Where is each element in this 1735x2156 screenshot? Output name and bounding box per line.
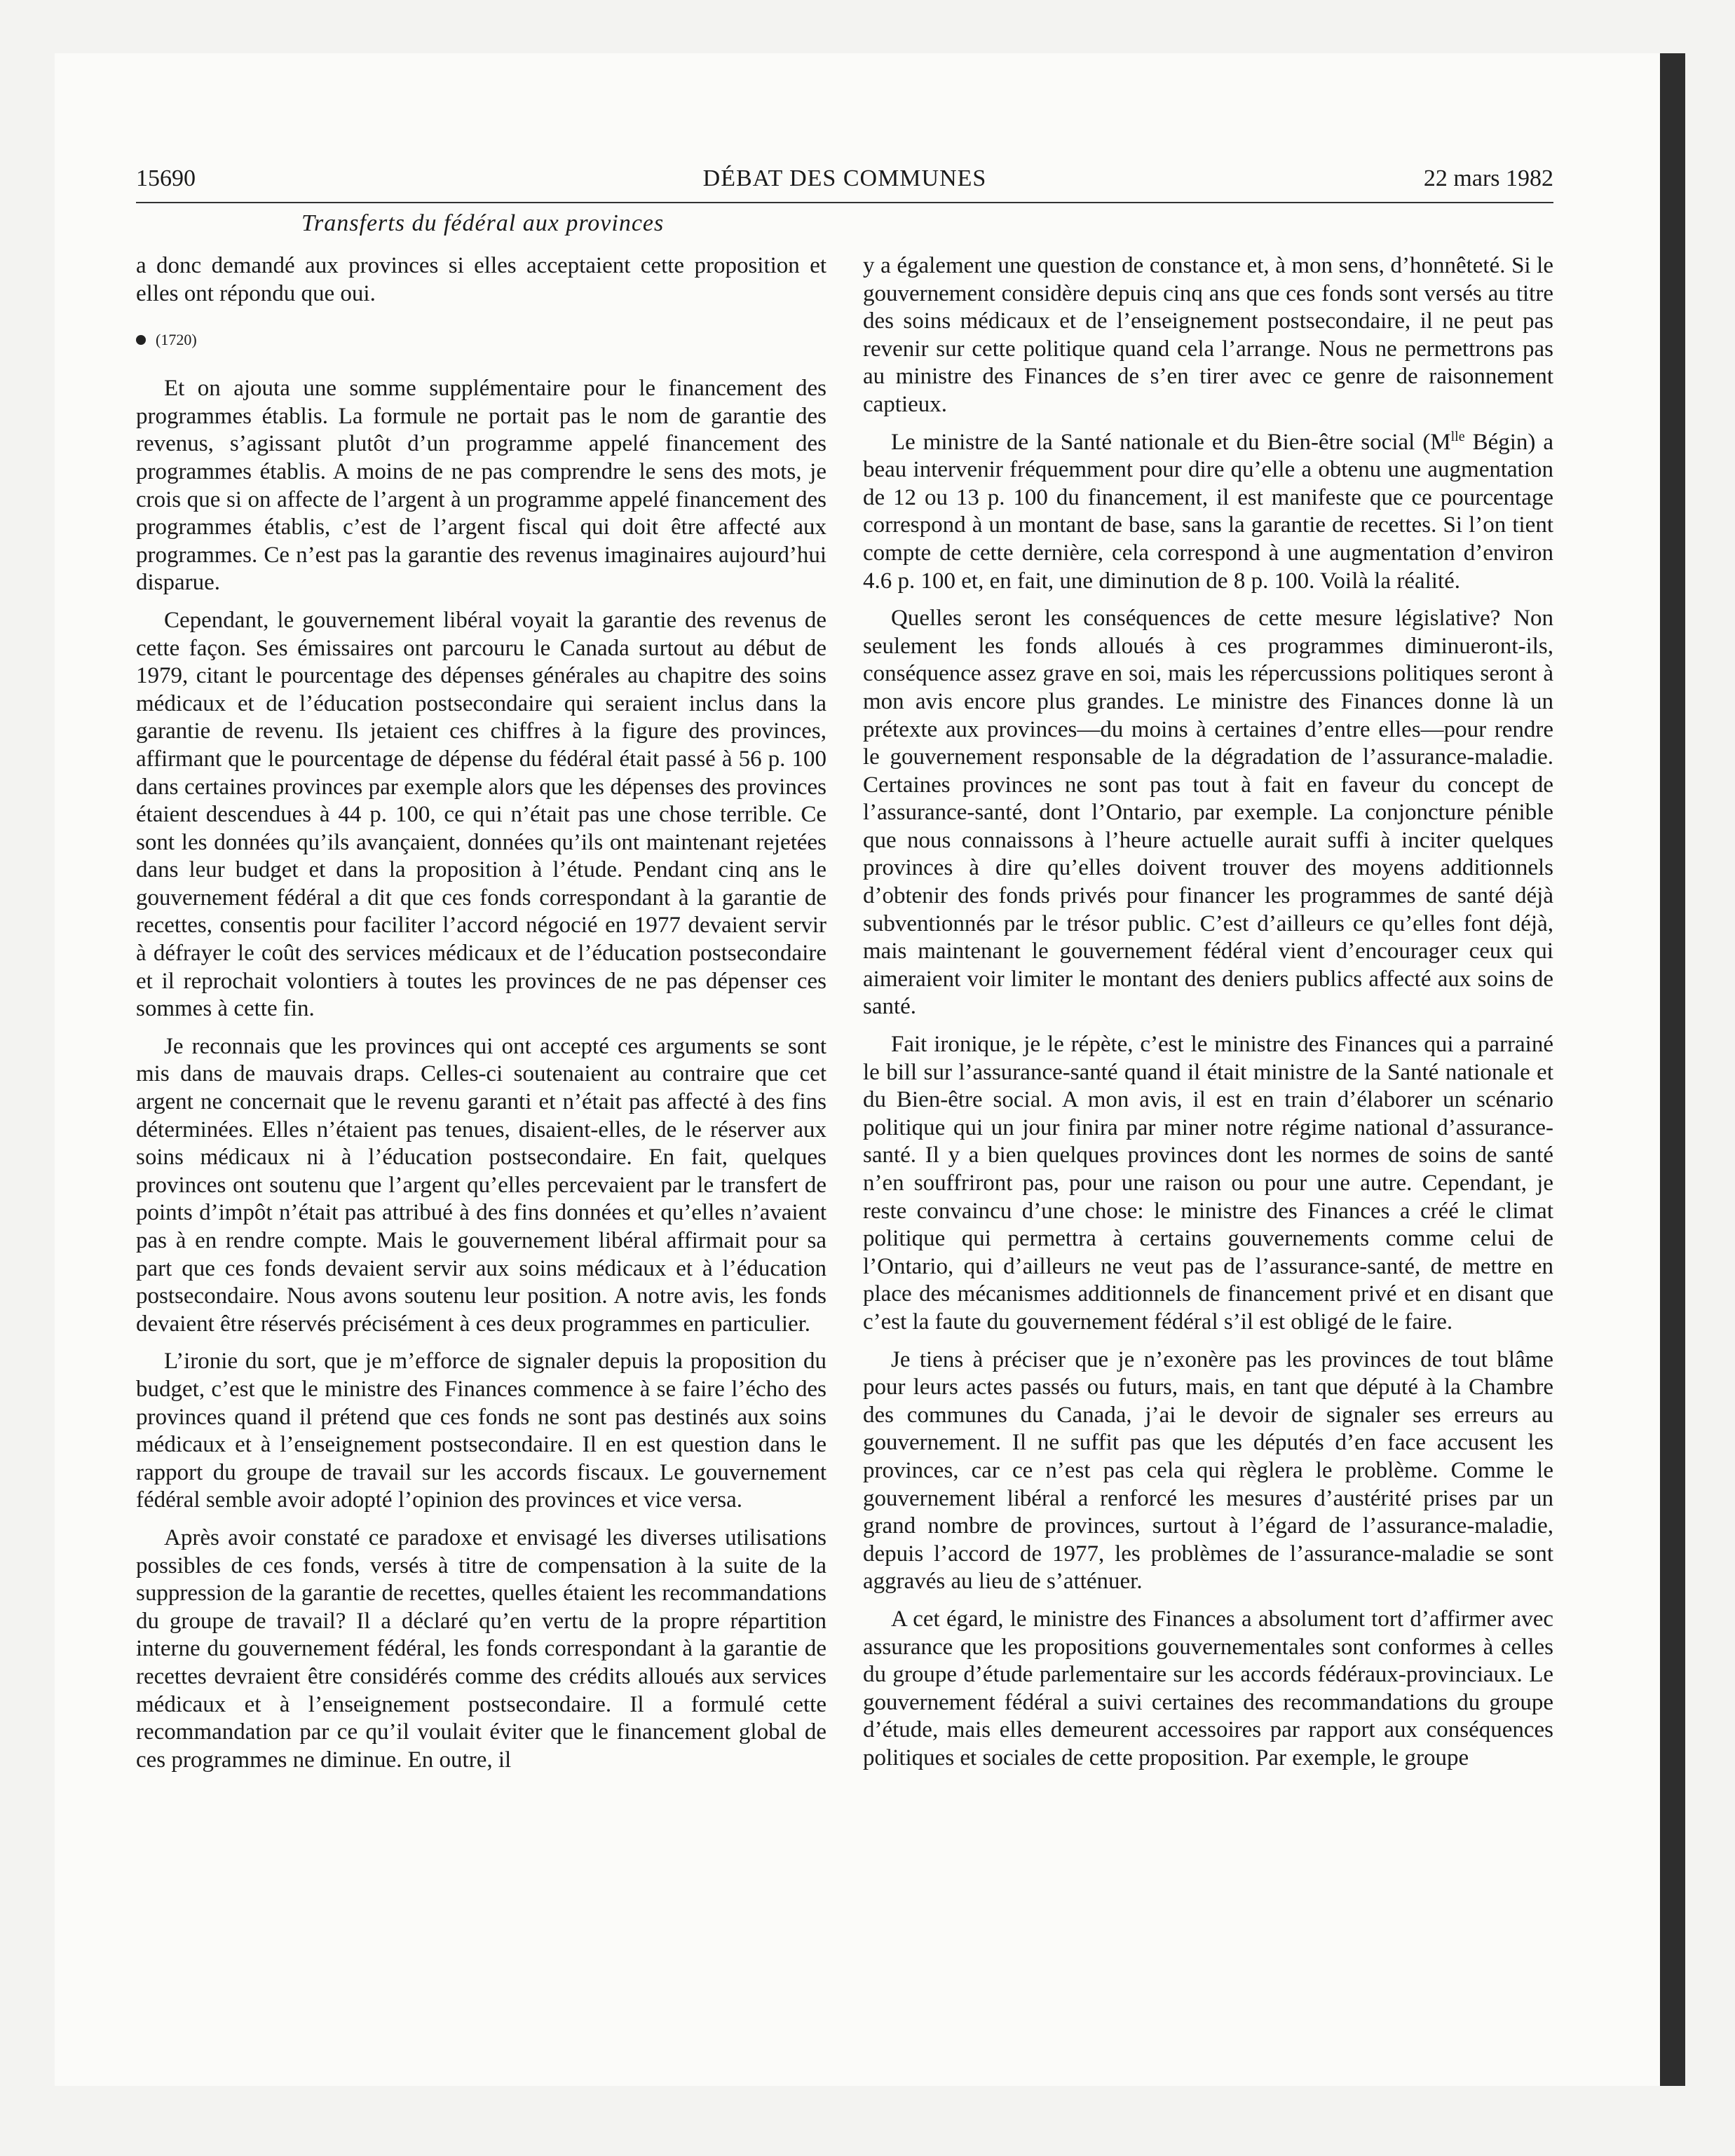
paragraph: [863, 429, 1553, 596]
paragraph: Fait ironique, je le répète, c’est le ministre des Finances qui a parrainé le bill sur l’assurance-santé quand il était ministre de la Santé nationale et du Bien-être social. A mon avis, il est en train d’élaborer un scénario politique qui un jour finira par miner notre régime national d’assurance-santé. Il y a bien quelques provinces dont les normes de soins de santé n’en souffriront pas, pour une raison ou pour une autre. Cependant, je reste convaincu d’une chose: le ministre des Finances a créé le climat politique qui permettra à certains gouvernements comme celui de l’Ontario, qui d’ailleurs ne veut pas de l’assurance-santé, de mettre en place des mécanismes additionnels de financement privé et en disant que c’est la faute du gouvernement fédéral s’il est obligé de le faire.: [863, 1032, 1553, 1335]
bullet-icon: [136, 335, 146, 345]
paragraph: Je tiens à préciser que je n’exonère pas les provinces de tout blâme pour leurs actes passés ou futurs, mais, en tant que député à la Chambre des communes du Canada, j’ai le devoir de signaler ses erreurs au gouvernement. Il ne suffit pas que les députés d’en face accusent les provinces, car ce n’est pas cela qui règlera le problème. Comme le gouvernement libéral a renforcé les mesures d’austérité prises par un grand nombre de provinces, surtout à l’égard de l’assurance-maladie, depuis l’accord de 1977, les problèmes de l’assurance-maladie se sont aggravés au lieu de s’atténuer.: [863, 1346, 1553, 1595]
paragraph: L’ironie du sort, que je m’efforce de signaler depuis la proposition du budget, c’est que le ministre des Finances commence à se faire l’écho des provinces quand il prétend que ces fonds ne sont pas destinés aux soins médicaux et à l’enseignement postsecondaire. Il en est question dans le rapport du groupe de travail sur les accords fiscaux. Le gouvernement fédéral semble avoir adopté l’opinion des provinces et vice versa.: [136, 1349, 826, 1513]
paragraph: Quelles seront les conséquences de cette mesure législative? Non seulement les fonds alloués à ces programmes diminueront-ils, conséquence assez grave en soi, mais les répercussions politiques seront à mon avis encore plus grandes. Le ministre des Finances donne là un prétexte aux provinces—du moins à certaines d’entre elles—pour rendre le gouvernement responsable de la dégradation de l’assurance-maladie. Certaines provinces ne sont pas tout à fait en faveur du concept de l’assurance-santé, dont l’Ontario, par exemple. La conjoncture pénible que nous connaissons à l’heure actuelle aurait suffi à inciter quelques provinces à dire qu’elles doivent trouver des moyens additionnels d’obtenir des fonds privés pour financer les programmes de santé déjà subventionnés par le trésor public. C’est d’ailleurs ce qu’elles font déjà, mais maintenant le gouvernement fédéral vient d’encourager ceux qui aimeraient voir limiter le montant des deniers publics affecté aux soins de santé.: [863, 606, 1553, 1020]
page-number: 15690: [136, 165, 196, 191]
page-header: [136, 163, 1553, 203]
paragraph: Et on ajouta une somme supplémentaire pour le financement des programmes établis. La formule ne portait pas le nom de garantie des revenus, s’agissant plutôt d’un programme appelé financement des programmes établis. A moins de ne pas comprendre le sens des mots, je crois que si on affecte de l’argent à un programme appelé financement des programmes établis, c’est de l’argent fiscal qui doit être affecté aux programmes. Ce n’est pas la garantie des revenus imaginaires aujourd’hui disparue.: [136, 376, 826, 596]
section-subheading: Transferts du fédéral aux provinces: [301, 210, 665, 236]
scan-edge: [1660, 53, 1685, 2086]
timestamp-marker: [136, 326, 826, 354]
paragraph: y a également une question de constance et, à mon sens, d’honnêteté. Si le gouvernement considère depuis cinq ans que ces fonds sont versés au titre des soins médicaux et de l’enseignement postsecondaire, il ne peut pas revenir sur cette politique quand cela l’arrange. Nous ne permettrons pas au ministre des Finances de s’en tirer avec ce genre de raisonnement captieux.: [863, 253, 1553, 417]
left-column: [136, 252, 826, 1774]
honorific-superscript: lle: [1450, 428, 1465, 444]
paragraph-text: Le ministre de la Santé nationale et du Bien-être social (M: [891, 429, 1451, 455]
timestamp: (1720): [156, 331, 197, 349]
paragraph: a donc demandé aux provinces si elles acceptaient cette proposition et elles ont répondu que oui.: [136, 253, 826, 306]
paragraph: Après avoir constaté ce paradoxe et envisagé les diverses utilisations possibles de ces fonds, versés à titre de compensation à la suite de la suppression de la garantie de recettes, quelles étaient les recommandations du groupe de travail? Il a déclaré qu’en vertu de la propre répartition interne du gouvernement fédéral, les fonds correspondant à la garantie de recettes devraient être considérés comme des crédits alloués aux services médicaux et à l’enseignement postsecondaire. Il a formulé cette recommandation par ce qu’il voulait éviter que le financement global de ces programmes ne diminue. En outre, il: [136, 1524, 826, 1773]
paragraph: Je reconnais que les provinces qui ont accepté ces arguments se sont mis dans de mauvais draps. Celles-ci soutenaient au contraire que cet argent ne concernait que le revenu garanti et n’était pas affecté à des fins déterminées. Elles n’étaient pas tenues, disaient-elles, de le réserver aux soins médicaux ni à l’éducation postsecondaire. En fait, quelques provinces ont soutenu que l’argent qu’elles percevaient par le transfert de points d’impôt n’était pas attribué à des fins données et qu’elles n’avaient pas à en rendre compte. Mais le gouvernement libéral affirmait pour sa part que ces fonds devaient servir aux soins médicaux et à l’éducation postsecondaire. Nous avons soutenu leur position. A notre avis, les fonds devaient être réservés précisément à ces deux programmes en particulier.: [136, 1033, 826, 1337]
right-column: [863, 252, 1553, 1772]
paragraph: A cet égard, le ministre des Finances a absolument tort d’affirmer avec assurance que les propositions gouvernementales sont conformes à celles du groupe d’étude parlementaire sur les accords fédéraux-provinciaux. Le gouvernement fédéral a suivi certaines des recommandations du groupe d’étude, mais elles demeurent accessoires par rapport aux conséquences politiques et sociales de cette proposition. Par exemple, le groupe: [863, 1606, 1553, 1770]
paragraph-text: Bégin) a beau intervenir fréquemment pour dire qu’elle a obtenu une augmentation de 12 ou 13 p. 100 du financement, il est manifeste que ce pourcentage correspond à un montant de base, sans la garantie de recettes. Si l’on tient compte de cette dernière, cela correspond à une augmentation d’environ 4.6 p. 100 et, en fait, une diminution de 8 p. 100. Voilà la réalité.: [863, 429, 1553, 594]
paragraph: Cependant, le gouvernement libéral voyait la garantie des revenus de cette façon. Ses émissaires ont parcouru le Canada surtout au début de 1979, citant le pourcentage des dépenses générales au chapitre des soins médicaux et de l’éducation postsecondaire qui seraient inclus dans la garantie de revenu. Ils jetaient ces chiffres à la figure des provinces, affirmant que le pourcentage de dépense du fédéral était passé à 56 p. 100 dans certaines provinces par exemple alors que les dépenses des provinces étaient descendues à 44 p. 100, ce qui n’était pas une chose terrible. Ce sont les données qu’ils avançaient, données qu’ils ont maintenant rejetées dans leur budget et dans la proposition à l’étude. Pendant cinq ans le gouvernement fédéral a dit que ces fonds correspondant à la garantie de recettes, consentis pour faciliter l’accord négocié en 1977 devaient servir à défrayer le coût des services médicaux et de l’éducation postsecondaire et il reprochait volontiers à toutes les provinces de ne pas dépenser ces sommes à cette fin.: [136, 607, 826, 1022]
page-date: 22 mars 1982: [1423, 165, 1553, 191]
publication-title: DÉBAT DES COMMUNES: [702, 165, 987, 191]
